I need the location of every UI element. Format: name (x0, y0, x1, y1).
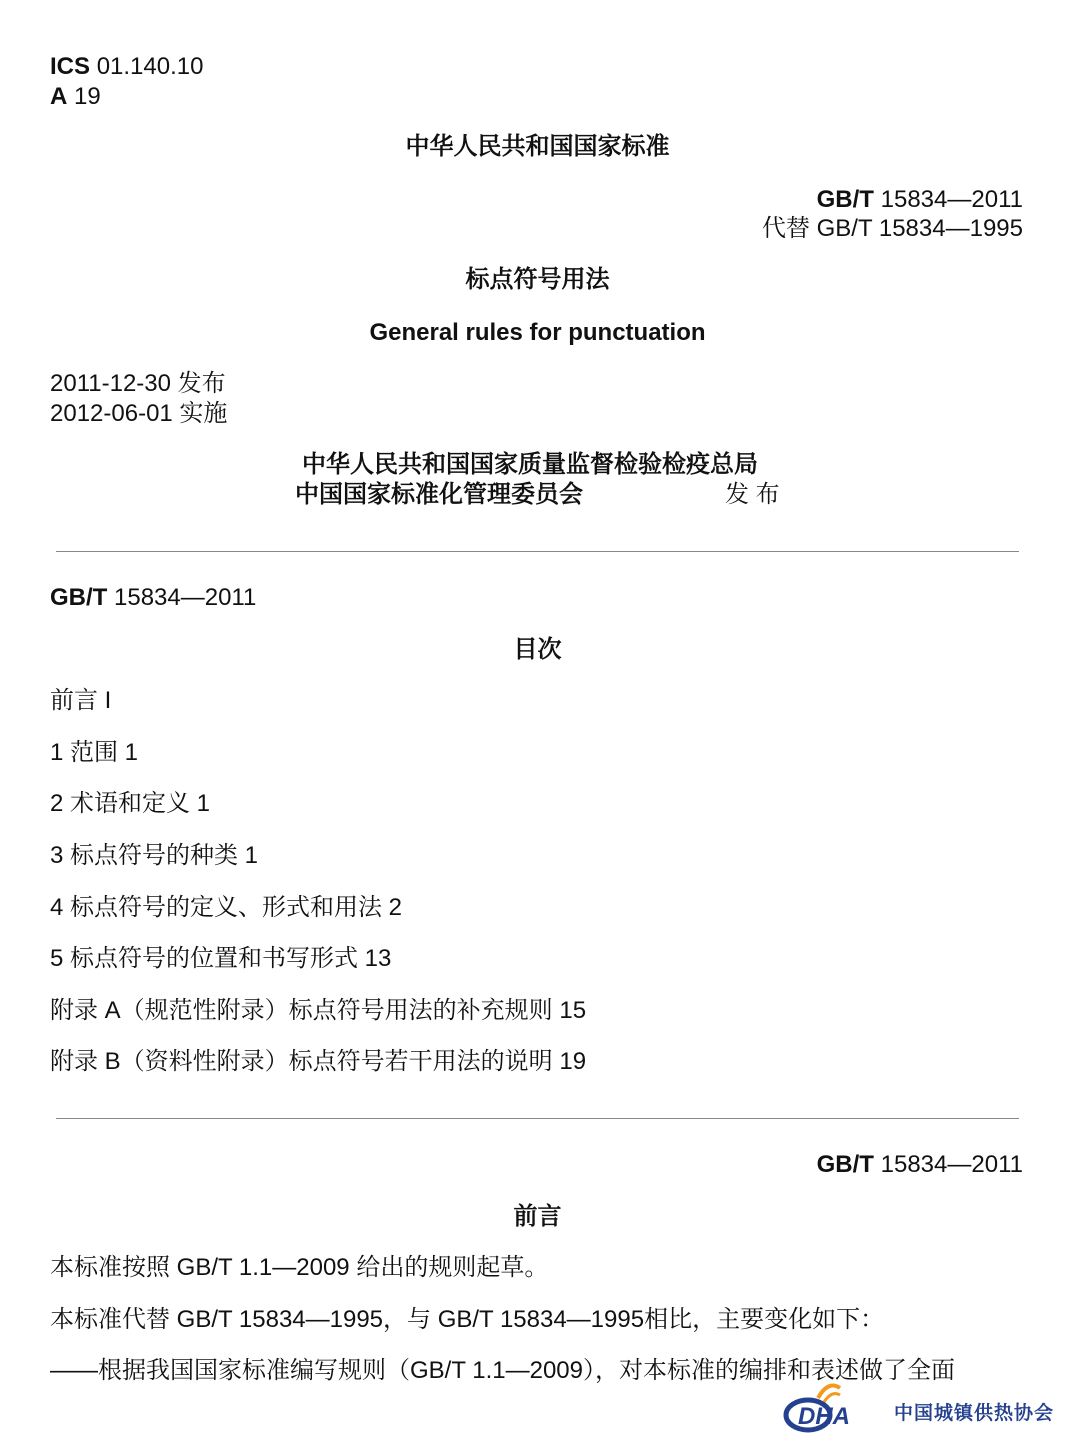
watermark-org-name: 中国城镇供热协会 (894, 1403, 1055, 1424)
toc-title: 目次 (513, 636, 562, 663)
std-number: 15834—2011 (880, 186, 1023, 213)
divider-1 (56, 551, 1019, 552)
foreword-std-number: 15834—2011 (880, 1151, 1023, 1178)
standard-number (817, 185, 1023, 215)
ics-label: ICS (50, 53, 91, 80)
ics-value: 01.140.10 (96, 53, 204, 80)
ccs-code (50, 82, 101, 112)
title-english: General rules for punctuation (369, 319, 706, 346)
issuer-sac: 中国国家标准化管理委员会 (295, 481, 583, 508)
toc-item-scope[interactable]: 1 范围 1 (50, 739, 139, 766)
divider-2 (56, 1118, 1019, 1119)
national-standard-heading: 中华人民共和国国家标准 (405, 133, 670, 160)
issuer-aqsiq: 中华人民共和国国家质量监督检验检疫总局 (302, 451, 758, 478)
toc-item-position[interactable]: 5 标点符号的位置和书写形式 13 (50, 945, 392, 972)
logo-letters: DHA (798, 1403, 850, 1430)
toc-std-prefix: GB/T (50, 584, 108, 611)
foreword-paragraph: 本标准代替 GB/T 15834—1995，与 GB/T 15834—1995相比，主要变化如下： (50, 1306, 885, 1333)
ccs-value: 19 (74, 83, 101, 110)
foreword-paragraph: ——根据我国国家标准编写规则（GB/T 1.1—2009），对本标准的编排和表述做了全面 (50, 1357, 955, 1384)
std-prefix: GB/T (816, 186, 874, 213)
foreword-std-prefix: GB/T (816, 1151, 874, 1178)
publish-date: 2011-12-30 发布 (50, 370, 226, 397)
replaces-standard: 代替 GB/T 15834—1995 (761, 215, 1023, 242)
toc-item-terms[interactable]: 2 术语和定义 1 (50, 790, 211, 817)
foreword-paragraph: 本标准按照 GB/T 1.1—2009 给出的规则起草。 (50, 1254, 549, 1281)
ccs-label: A (50, 83, 68, 110)
toc-item-types[interactable]: 3 标点符号的种类 1 (50, 842, 259, 869)
title-chinese: 标点符号用法 (465, 266, 610, 293)
toc-item-foreword[interactable]: 前言 I (50, 687, 112, 714)
implement-date: 2012-06-01 实施 (50, 400, 228, 427)
issue-word: 发 布 (725, 481, 780, 508)
toc-item-annex-b[interactable]: 附录 B（资料性附录）标点符号若干用法的说明 19 (50, 1048, 587, 1075)
foreword-standard-number (817, 1150, 1023, 1180)
ics-code (50, 52, 203, 82)
toc-standard-number (50, 583, 256, 613)
toc-item-definitions[interactable]: 4 标点符号的定义、形式和用法 2 (50, 894, 403, 921)
toc-item-annex-a[interactable]: 附录 A（规范性附录）标点符号用法的补充规则 15 (50, 997, 587, 1024)
toc-std-number: 15834—2011 (114, 584, 257, 611)
foreword-title: 前言 (513, 1203, 562, 1230)
